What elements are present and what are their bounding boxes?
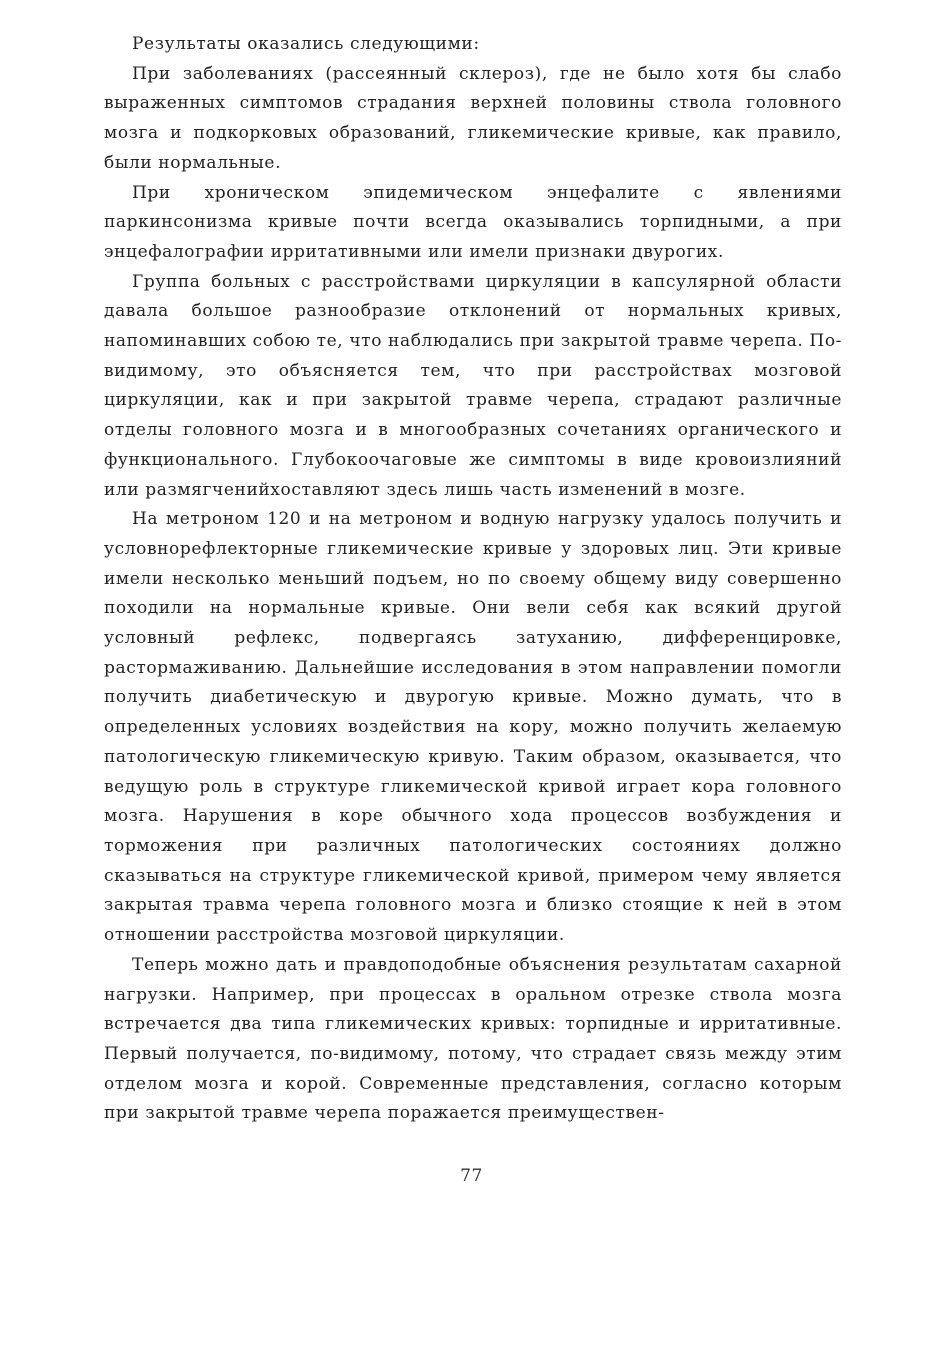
body-text [104, 30, 842, 1129]
paragraph-sugar-load: Теперь можно дать и правдоподобные объяснения результатам сахарной нагрузки. Например, при процессах в оральном отрезке ствола мозга встречается два типа гликемических кривых: торпидные и ирритативные. Первый получается, по-видимому, потому, что страдает связь между этим отделом мозга и корой. Современные представления, согласно которым при закрытой травме черепа поражается преимуществен- [104, 954, 842, 1124]
paragraph-multiple-sclerosis: При заболеваниях (рассеянный склероз), где не было хотя бы слабо выраженных симптомов страдания верхней половины ствола головного мозга и подкорковых образований, гликемические кривые, как правило, были нормальные. [104, 63, 842, 173]
paragraph-encephalitis: При хроническом эпидемическом энцефалите с явлениями паркинсонизма кривые почти всегда оказывались торпидными, а при энцефалографии ирритативными или имели признаки двурогих. [104, 182, 842, 262]
intro-line: Результаты оказались следующими: [132, 34, 480, 54]
page-number: 77 [460, 1166, 483, 1186]
paragraph-conditioned-reflex: На метроном 120 и на метроном и водную нагрузку удалось получить и условнорефлекторные гликемические кривые у здоровых лиц. Эти кривые имели несколько меньший подъем, но по своему общему виду совершенно походили на нормальные кривые. Они вели себя как всякий другой условный рефлекс, подвергаясь затуханию, дифференцировке, растормаживанию. Дальнейшие исследования в этом направлении помогли получить диабетическую и двурогую кривые. Можно думать, что в определенных условиях воздействия на кору, можно получить желаемую патологическую гликемическую кривую. Таким образом, оказывается, что ведущую роль в структуре гликемической кривой играет кора головного мозга. Нарушения в коре обычного хода процессов возбуждения и торможения при различных патологических состояниях должно сказываться на структуре гликемической кривой, примером чему является закрытая травма черепа головного мозга и близко стоящие к ней в этом отношении расстройства мозговой циркуляции. [104, 509, 842, 946]
paragraph-circulation-disorders: Группа больных с расстройствами циркуляции в капсулярной области давала большое разнообразие отклонений от нормальных кривых, напоминавших собою те, что наблюдались при закрытой травме черепа. По-видимому, это объясняется тем, что при расстройствах мозговой циркуляции, как и при закрытой травме черепа, страдают различные отделы головного мозга и в многообразных сочетаниях органического и функционального. Глубокоочаговые же симптомы в виде кровоизлияний или размягченийхоставляют здесь лишь часть изменений в мозге. [104, 271, 842, 500]
